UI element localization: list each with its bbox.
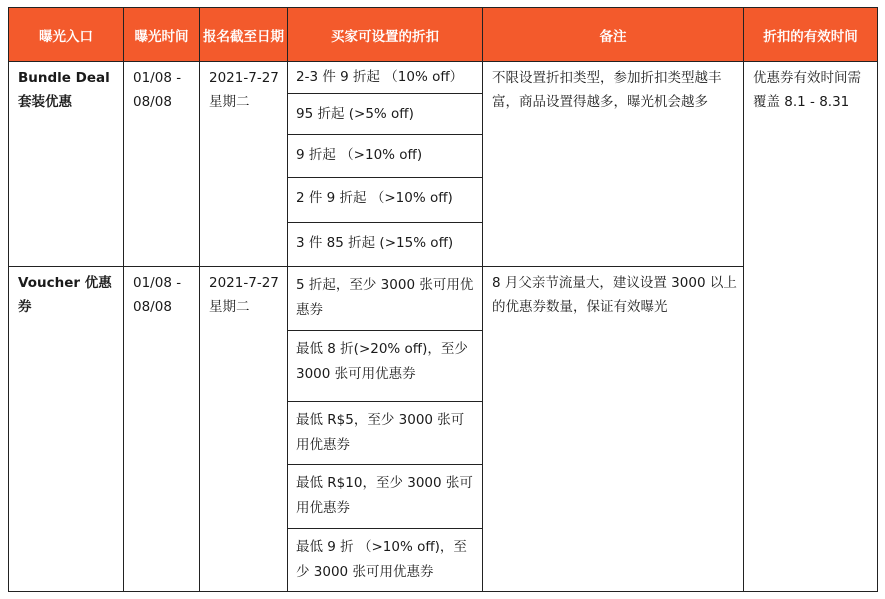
header-entry: 曝光入口 [9,8,124,62]
voucher-discount-cell [288,267,483,331]
bundle-deadline-cell [200,62,288,267]
bundle-discount-2: 95 折起 (>5% off) [296,106,414,122]
header-valid-time: 折扣的有效时间 [744,8,878,62]
bundle-name-cn: 套装优惠 [18,94,72,110]
bundle-discount-cell [288,135,483,178]
voucher-deadline-date: 2021-7-27 [209,275,279,291]
table-row [9,62,878,94]
bundle-time-cell [124,62,200,267]
voucher-time-start: 01/08 - [133,275,182,291]
voucher-discount-cell [288,402,483,465]
header-deadline: 报名截至日期 [200,8,288,62]
bundle-time-start: 01/08 - [133,70,182,86]
bundle-note: 不限设置折扣类型，参加折扣类型越丰富，商品设置得越多，曝光机会越多 [492,70,722,110]
voucher-time-end: 08/08 [133,299,172,315]
bundle-deadline-weekday: 星期二 [209,94,250,110]
bundle-discount-cell [288,223,483,267]
voucher-discount-cell [288,529,483,592]
bundle-discount-cell [288,62,483,94]
header-row [9,8,878,62]
bundle-discount-5: 3 件 85 折起 (>15% off) [296,235,454,251]
header-notes: 备注 [483,8,744,62]
header-exposure-time: 曝光时间 [124,8,200,62]
valid-time-cell [744,62,878,592]
header-discount: 买家可设置的折扣 [288,8,483,62]
bundle-discount-cell [288,178,483,223]
voucher-discount-1: 5 折起，至少 3000 张可用优惠券 [296,277,474,318]
bundle-note-cell [483,62,744,267]
bundle-time-end: 08/08 [133,94,172,110]
voucher-name: Voucher 优惠 [18,275,112,291]
bundle-entry-cell [9,62,124,267]
valid-time-note: 优惠券有效时间需覆盖 8.1 - 8.31 [753,70,861,110]
voucher-discount-4: 最低 R$10，至少 3000 张可用优惠券 [296,475,473,516]
voucher-discount-5: 最低 9 折 （>10% off)，至少 3000 张可用优惠券 [296,539,467,580]
voucher-deadline-cell [200,267,288,592]
bundle-discount-cell [288,94,483,135]
voucher-note-cell [483,267,744,592]
voucher-name-cont: 券 [18,299,32,315]
voucher-discount-2: 最低 8 折(>20% off)，至少 3000 张可用优惠券 [296,341,468,382]
voucher-discount-3: 最低 R$5，至少 3000 张可用优惠券 [296,412,465,453]
bundle-discount-3: 9 折起 （>10% off) [296,147,423,163]
bundle-name: Bundle Deal [18,70,110,86]
voucher-time-cell [124,267,200,592]
voucher-discount-cell [288,465,483,529]
voucher-note: 8 月父亲节流量大，建议设置 3000 以上的优惠券数量，保证有效曝光 [492,275,737,315]
voucher-entry-cell [9,267,124,592]
promotion-table [8,7,878,592]
voucher-discount-cell [288,331,483,402]
bundle-discount-1: 2-3 件 9 折起 （10% off） [296,69,464,85]
bundle-discount-4: 2 件 9 折起 （>10% off) [296,190,453,206]
bundle-deadline-date: 2021-7-27 [209,70,279,86]
voucher-deadline-weekday: 星期二 [209,299,250,315]
